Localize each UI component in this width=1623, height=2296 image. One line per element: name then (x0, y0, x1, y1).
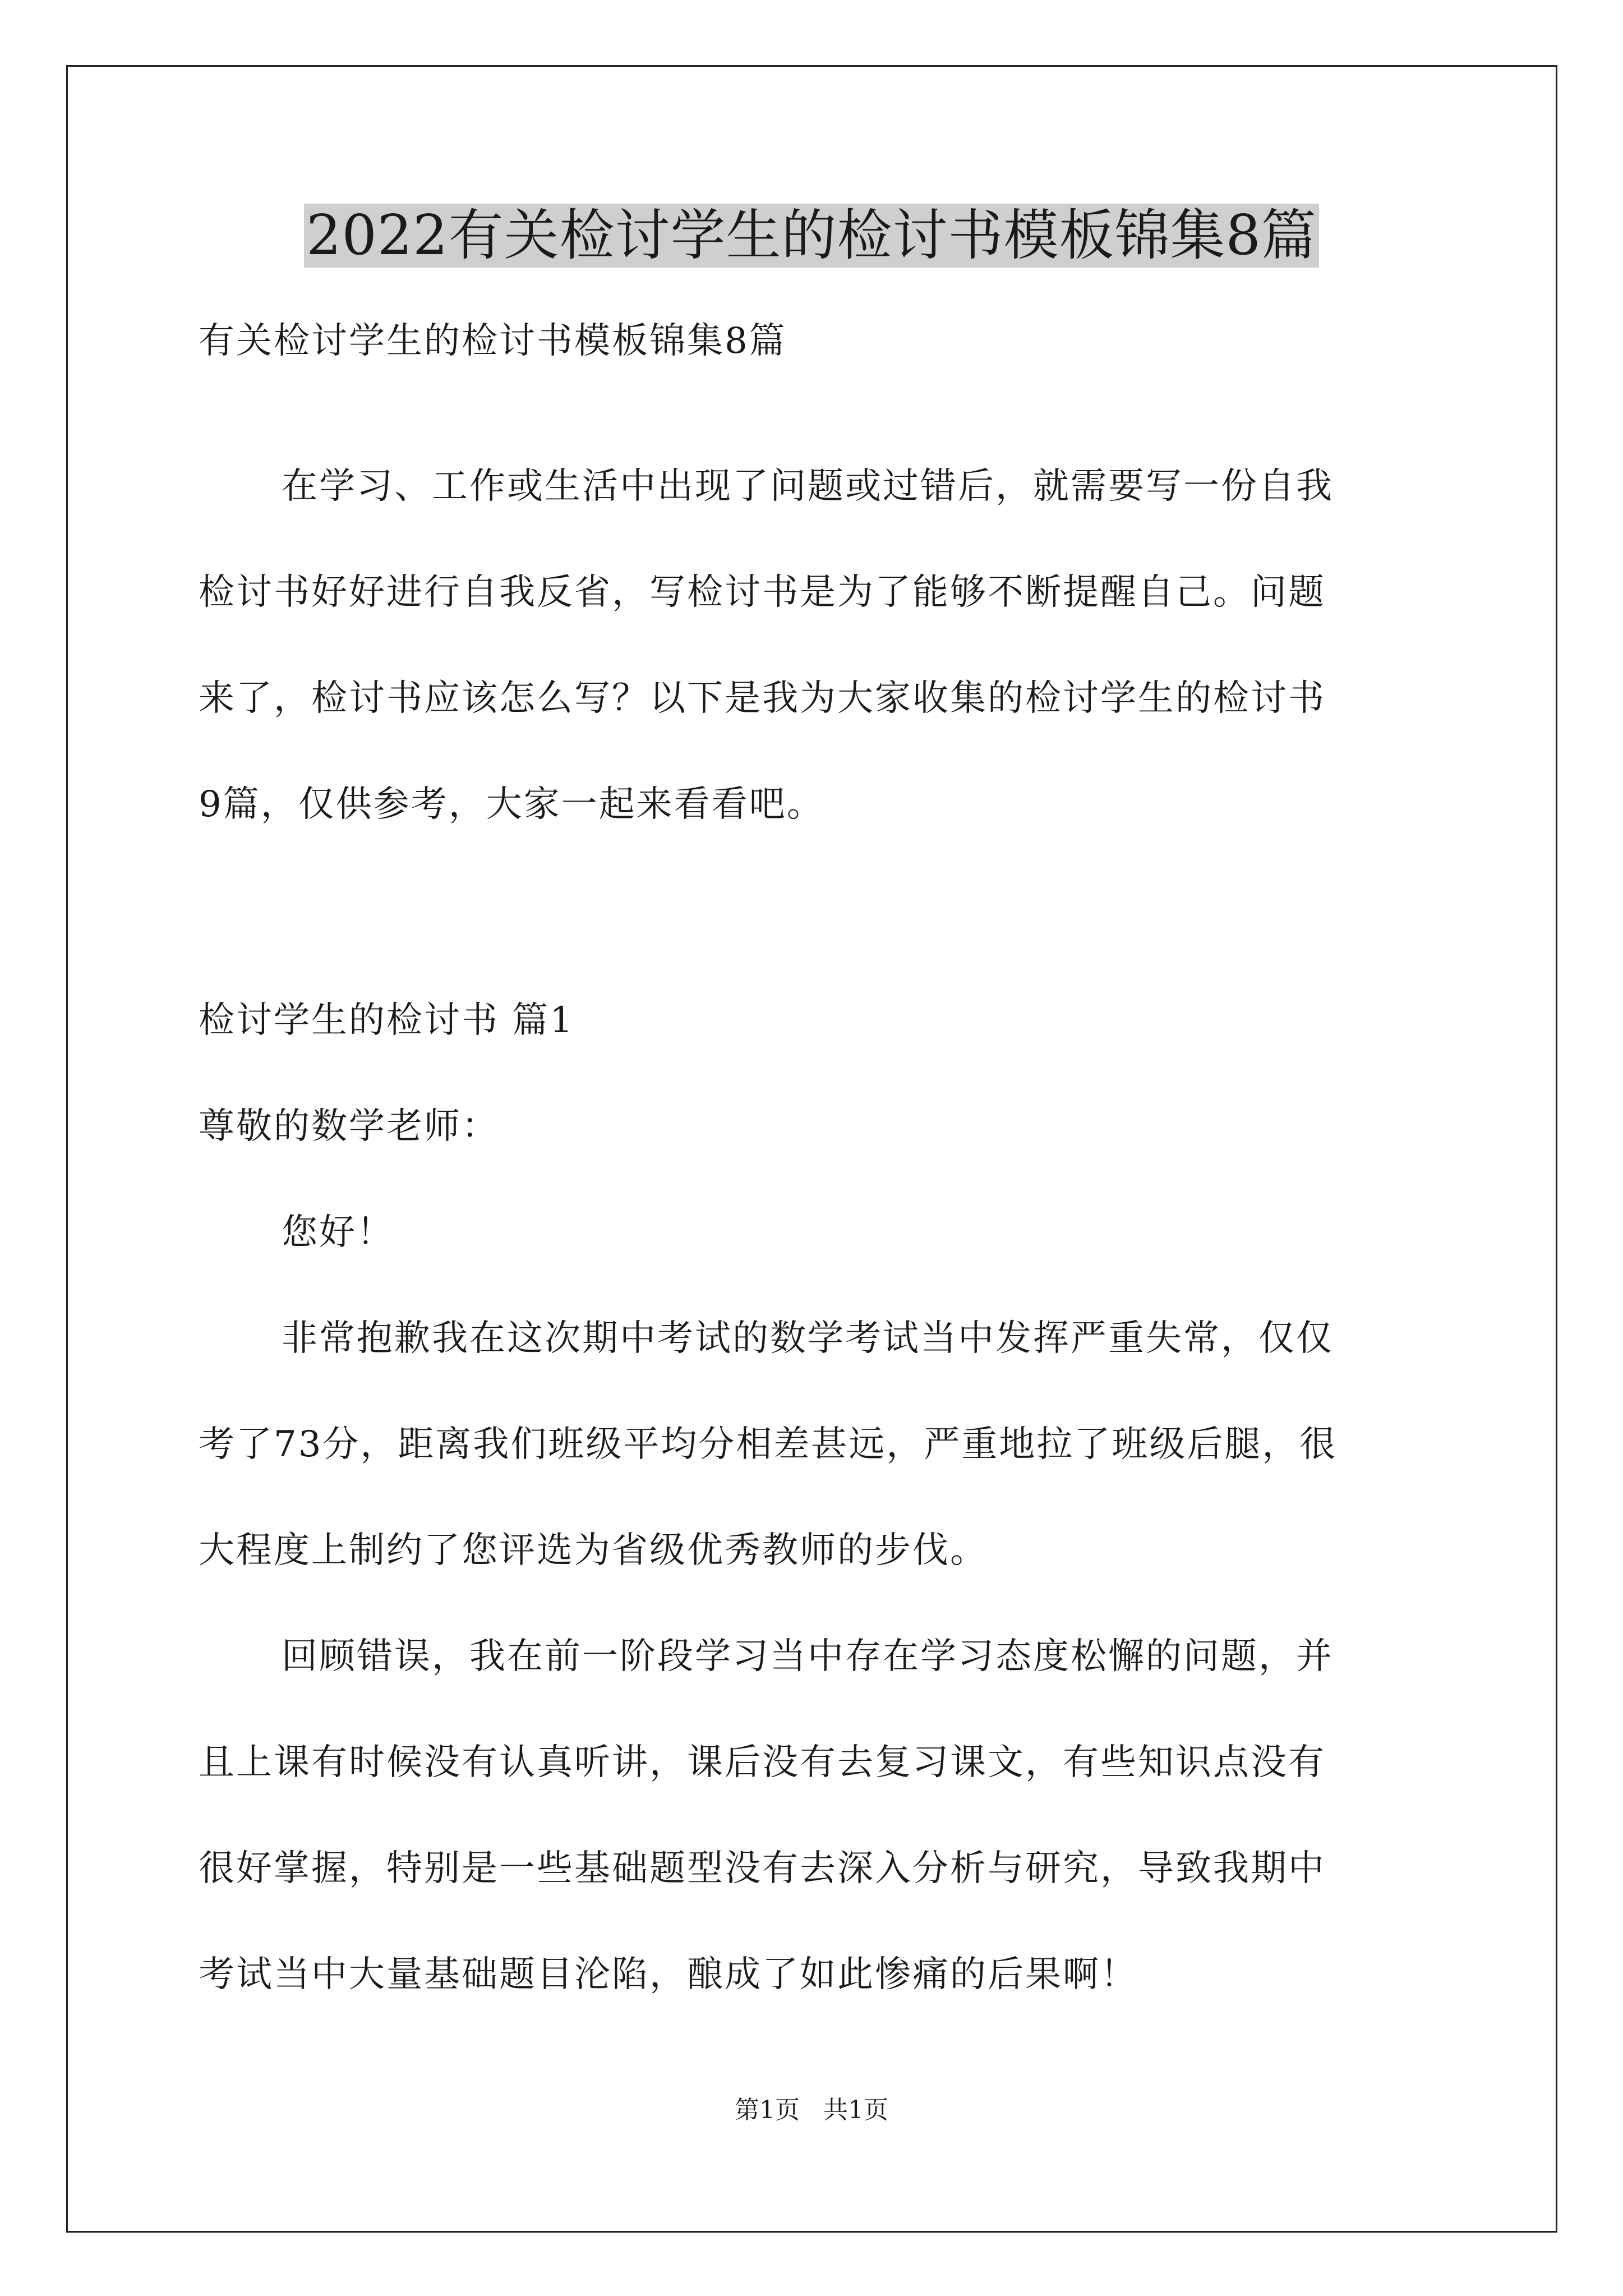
paragraph2-line-2: 且上课有时候没有认真听讲，课后没有去复习课文，有些知识点没有 (199, 1742, 1326, 1783)
document-title (0, 196, 1623, 275)
paragraph2-line-4: 考试当中大量基础题目沦陷，酿成了如此惨痛的后果啊！ (199, 1954, 1138, 1995)
intro-line-2: 检讨书好好进行自我反省，写检讨书是为了能够不断提醒自己。问题 (199, 572, 1326, 613)
page-footer: 第1页 共1页 (735, 2096, 888, 2124)
paragraph1-line-1: 非常抱歉我在这次期中考试的数学考试当中发挥严重失常，仅仅 (282, 1318, 1334, 1359)
intro-line-4: 9篇，仅供参考，大家一起来看看吧。 (199, 784, 824, 825)
greeting: 您好！ (282, 1212, 394, 1253)
paragraph1-line-3: 大程度上制约了您评选为省级优秀教师的步伐。 (199, 1530, 988, 1571)
paragraph2-line-1: 回顾错误，我在前一阶段学习当中存在学习态度松懈的问题，并 (282, 1636, 1334, 1677)
paragraph2-line-3: 很好掌握，特别是一些基础题型没有去深入分析与研究，导致我期中 (199, 1848, 1326, 1889)
document-title-text: 2022有关检讨学生的检讨书模板锦集8篇 (304, 204, 1319, 268)
paragraph1-line-2: 考了73分，距离我们班级平均分相差甚远，严重地拉了班级后腿，很 (199, 1424, 1338, 1465)
salutation: 尊敬的数学老师： (199, 1106, 499, 1147)
document-subtitle: 有关检讨学生的检讨书模板锦集8篇 (199, 320, 787, 362)
intro-line-3: 来了，检讨书应该怎么写？以下是我为大家收集的检讨学生的检讨书 (199, 678, 1326, 719)
section-heading: 检讨学生的检讨书 篇1 (199, 1000, 575, 1041)
intro-line-1: 在学习、工作或生活中出现了问题或过错后，就需要写一份自我 (282, 466, 1334, 507)
